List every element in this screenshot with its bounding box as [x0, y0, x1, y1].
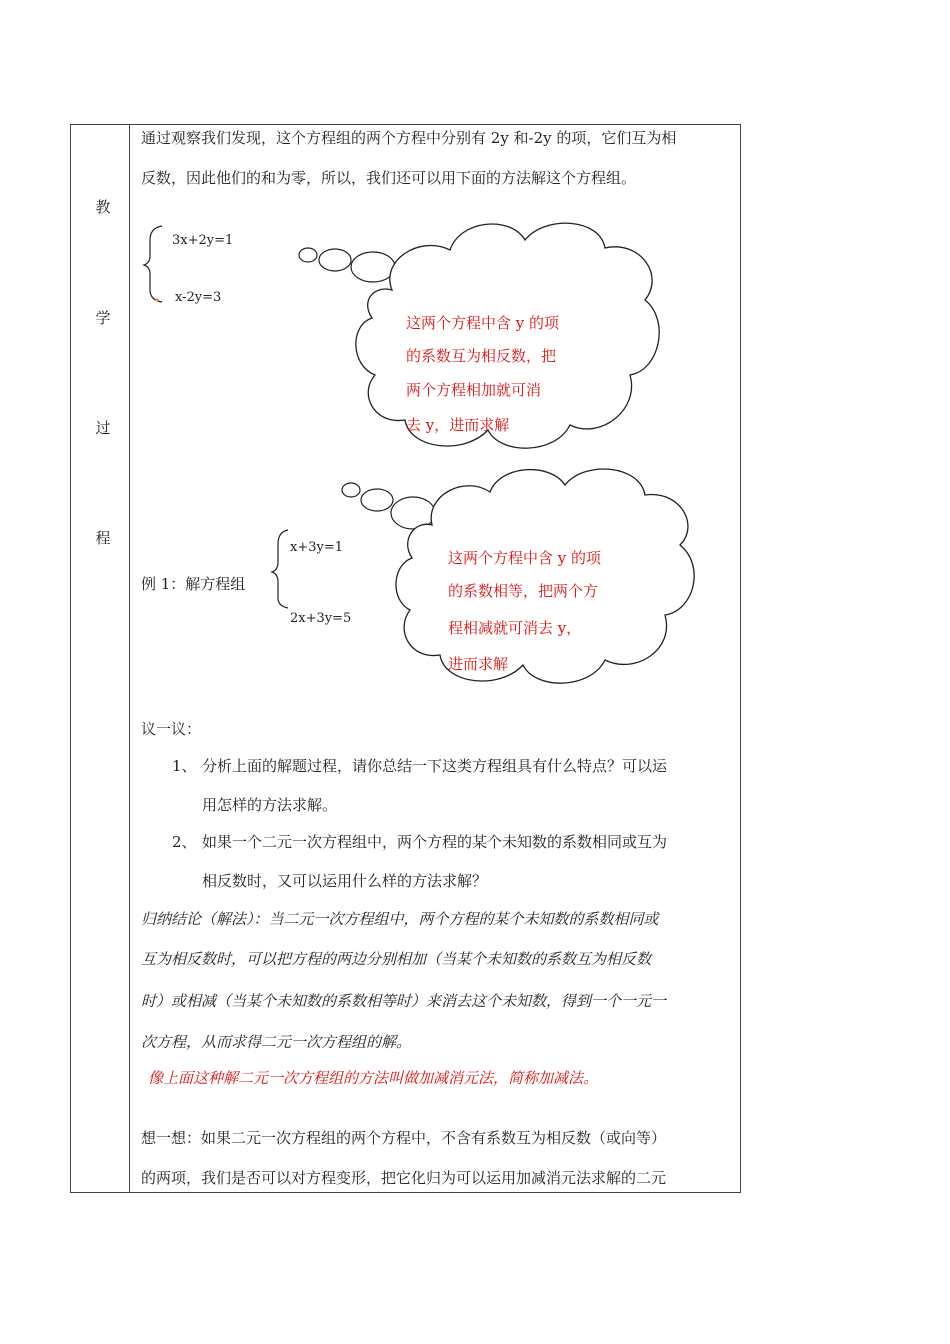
discuss-title: 议一议： — [141, 720, 202, 738]
cloud1-bubble-medium — [319, 249, 351, 271]
side-label-guo: 过 — [95, 419, 111, 437]
example-eq1: x+3y=1 — [290, 540, 344, 555]
discuss-q1-line-2: 用怎样的方法求解。 — [202, 796, 338, 814]
discuss-q2-number: 2、 — [172, 833, 197, 851]
think-line-1: 想一想：如果二元一次方程组的两个方程中，不含有系数互为相反数（或向等） — [141, 1129, 667, 1147]
conclusion-red-definition: 像上面这种解二元一次方程组的方法叫做加减消元法，简称加减法。 — [148, 1069, 599, 1087]
discuss-q2-line-2: 相反数时，又可以运用什么样的方法求解？ — [202, 872, 488, 890]
system1-eq1: 3x+2y=1 — [172, 233, 234, 248]
cloud1-bubble-large — [351, 252, 395, 282]
cloud1-line-2: 的系数互为相反数，把 — [406, 347, 557, 365]
cloud2-bubble-small — [342, 483, 360, 497]
brace-system-1 — [144, 226, 162, 302]
intro-line-2: 反数，因此他们的和为零，所以，我们还可以用下面的方法解这个方程组。 — [141, 169, 637, 187]
cloud2-body — [396, 469, 694, 683]
cloud2-line-2: 的系数相等，把两个方 — [448, 582, 599, 600]
side-label-jiao: 教 — [95, 198, 111, 216]
example-label: 例 1：解方程组 — [141, 575, 246, 593]
cloud1-line-3: 两个方程相加就可消 — [406, 381, 542, 399]
cloud1-line-4: 去 y，进而求解 — [406, 416, 510, 434]
cloud2-line-1: 这两个方程中含 y 的项 — [448, 549, 602, 567]
cloud2-bubble-medium — [361, 489, 393, 511]
discuss-q1-number: 1、 — [172, 757, 197, 775]
cloud2-line-4: 进而求解 — [448, 655, 509, 673]
cloud1-bubble-small — [299, 248, 317, 262]
side-label-cheng: 程 — [95, 529, 111, 547]
conclusion-line-1: 归纳结论（解法）：当二元一次方程组中，两个方程的某个未知数的系数相同或 — [141, 910, 659, 928]
brace-example — [272, 530, 288, 608]
cloud2-line-3: 程相减就可消去 y， — [448, 619, 582, 637]
think-line-2: 的两项，我们是否可以对方程变形，把它化归为可以运用加减消元法求解的二元 — [141, 1169, 667, 1187]
discuss-q1-line-1: 分析上面的解题过程，请你总结一下这类方程组具有什么特点？可以运 — [202, 757, 668, 775]
conclusion-line-3: 时）或相减（当某个未知数的系数相等时）来消去这个未知数，得到一个一元一 — [141, 992, 667, 1010]
example-eq2: 2x+3y=5 — [290, 611, 352, 626]
discuss-q2-line-1: 如果一个二元一次方程组中，两个方程的某个未知数的系数相同或互为 — [202, 833, 668, 851]
conclusion-line-4: 次方程，从而求得二元一次方程组的解。 — [141, 1033, 412, 1051]
cloud1-line-1: 这两个方程中含 y 的项 — [406, 314, 560, 332]
conclusion-line-2: 互为相反数时，可以把方程的两边分别相加（当某个未知数的系数互为相反数 — [141, 950, 652, 968]
system1-eq2: x-2y=3 — [175, 290, 222, 305]
side-label-xue: 学 — [95, 309, 111, 327]
intro-line-1: 通过观察我们发现，这个方程组的两个方程中分别有 2y 和-2y 的项，它们互为相 — [141, 129, 677, 147]
